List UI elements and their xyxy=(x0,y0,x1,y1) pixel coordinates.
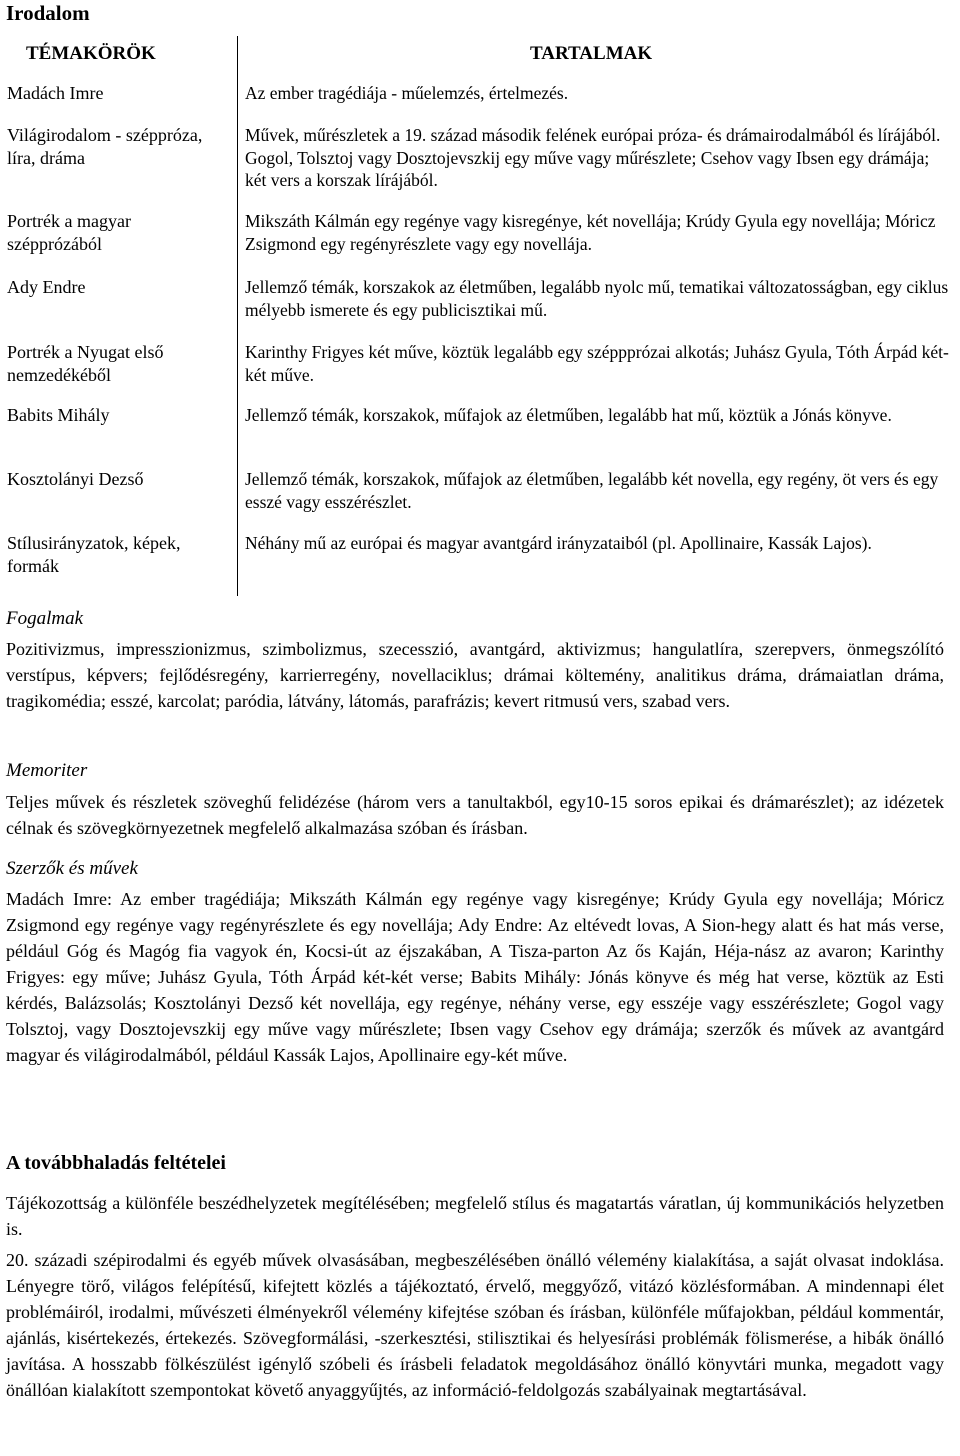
column-header-contents: TARTALMAK xyxy=(530,43,653,64)
section-heading-szerzok: Szerzők és művek xyxy=(6,858,138,879)
tovabbhaladas-paragraph-2: 20. századi szépirodalmi és egyéb művek olvasásában, megbeszélésében önálló vélemény kialakítása, a saját olvasat indoklása. Lényegre törő, világos felépítésű, kifejtett közlés a tájékoztató, érvelő, meggyőző, vitázó közlésformában. A mindennapi élet problémáiról, irodalmi, művészeti élményekről vélemény kifejtése szóban és írásban, különféle műfajokban, például kommentár, ajánlás, kisértekezés, értekezés. Szövegformálási, -szerkesztési, stilisztikai és helyesírási problémák fölismerése, a hibák önálló javítása. A hosszabb fölkészülést igénylő szóbeli és írásbeli feladatok megoldásához önálló könyvtári munka, megadott vagy önállóan kialakított szempontokat követő anyaggyűjtés, az információ-feldolgozás szabályainak megtartásával. xyxy=(6,1250,944,1400)
topic-cell: Kosztolányi Dezső xyxy=(7,469,144,489)
fogalmak-text: Pozitivizmus, impresszionizmus, szimbolizmus, szecesszió, avantgárd, aktivizmus; hangulatlíra, szerepvers, önmegszólító verstípus, képvers; fejlődésregény, karrierregény, novellaciklus; drámai költemény, analitikus dráma, drámaiatlan dráma, tragikomédia; esszé, karcolat; paródia, látvány, látomás, parafrázis; kevert ritmusú vers, szabad vers. xyxy=(6,639,944,711)
topic-cell: Portrék a Nyugat első nemzedékéből xyxy=(7,342,164,385)
section-heading-fogalmak: Fogalmak xyxy=(6,608,84,629)
memoriter-text: Teljes művek és részletek szöveghű felidézése (három vers a tanultakból, egy10-15 soros epikai és drámarészlet); az idézetek célnak és szövegkörnyezetnek megfelelő alkalmazása szóban és írásban. xyxy=(6,792,944,838)
content-cell: Mikszáth Kálmán egy regénye vagy kisregénye, két novellája; Krúdy Gyula egy novellája; Móricz Zsigmond egy regényrészlete vagy egy novellája. xyxy=(245,211,936,254)
topic-cell: Babits Mihály xyxy=(7,405,110,425)
section-heading-memoriter: Memoriter xyxy=(6,760,88,781)
page-title: Irodalom xyxy=(6,1,90,25)
column-header-topics: TÉMAKÖRÖK xyxy=(26,43,156,64)
content-cell: Az ember tragédiája - műelemzés, értelmezés. xyxy=(245,83,569,103)
topic-cell: Ady Endre xyxy=(7,277,86,297)
content-cell: Jellemző témák, korszakok az életműben, legalább nyolc mű, tematikai változatosságban, egy ciklus mélyebb ismerete és egy publicisztikai mű. xyxy=(245,277,949,320)
topic-cell: Stílusirányzatok, képek, formák xyxy=(7,533,181,576)
topic-cell: Világirodalom - széppróza, líra, dráma xyxy=(7,125,203,168)
content-cell: Néhány mű az európai és magyar avantgárd irányzataiból (pl. Apollinaire, Kassák Lajos). xyxy=(245,533,872,553)
column-divider xyxy=(237,36,238,596)
szerzok-text: Madách Imre: Az ember tragédiája; Mikszáth Kálmán egy regénye vagy kisregénye; Krúdy Gyula egy novellája; Móricz Zsigmond egy regénye vagy regényrészlete és egy novellája; Ady Endre: Az eltévedt lovas, A Sion-hegy alatt és hat más verse, például Góg és Magóg fia vagyok én, Kocsi-út az éjszakában, A Tisza-parton Az ős Kaján, Héja-nász az avaron; Karinthy Frigyes: egy műve; Juhász Gyula, Tóth Árpád két-két verse; Babits Mihály: Jónás könyve és még hat verse, köztük az Esti kérdés, Balázsolás; Kosztolányi Dezső két novellája, egy regénye, néhány verse, egy esszéje vagy esszérészlete; Gogol vagy Tolsztoj, vagy Dosztojevszkij egy műve vagy műrészlete; Ibsen vagy Csehov egy drámája; szerzők és művek az avantgárd magyar és világirodalmából, például Kassák Lajos, Apollinaire egy-két műve. xyxy=(6,889,944,1065)
topic-cell: Madách Imre xyxy=(7,83,104,103)
content-cell: Jellemző témák, korszakok, műfajok az életműben, legalább két novella, egy regény, öt vers és egy esszé vagy esszérészlet. xyxy=(245,469,939,512)
content-cell: Karinthy Frigyes két műve, köztük legalább egy széppprózai alkotás; Juhász Gyula, Tóth Árpád két-két műve. xyxy=(245,342,949,385)
section-heading-tovabbhaladas: A továbbhaladás feltételei xyxy=(6,1152,226,1174)
content-cell: Művek, műrészletek a 19. század második felének európai próza- és drámairodalmából és lírájából. Gogol, Tolsztoj vagy Dosztojevszkij egy műve vagy műrészlete; Csehov vagy Ibsen egy drámája; két vers a korszak lírájából. xyxy=(245,125,941,190)
content-cell: Jellemző témák, korszakok, műfajok az életműben, legalább hat mű, köztük a Jónás könyve. xyxy=(245,405,892,425)
tovabbhaladas-paragraph-1: Tájékozottság a különféle beszédhelyzetek megítélésében; megfelelő stílus és magatartás váratlan, új kommunikációs helyzetben is. xyxy=(6,1193,944,1239)
topic-cell: Portrék a magyar szépprózából xyxy=(7,211,131,254)
